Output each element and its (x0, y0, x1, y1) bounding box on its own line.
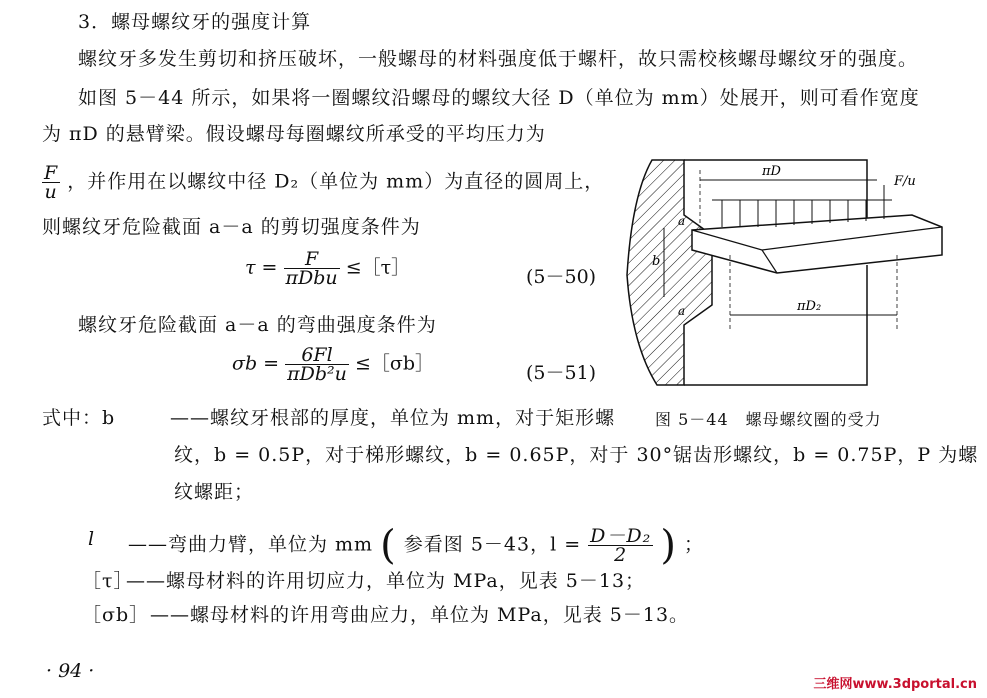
paragraph-4-text: ，并作用在以螺纹中径 D₂（单位为 mm）为直径的圆周上， (67, 170, 605, 193)
where-b-line-3: 纹螺距； (174, 481, 255, 503)
where-label: 式中：b (42, 407, 116, 429)
where-b-line-1: ——螺纹牙根部的厚度，单位为 mm，对于矩形螺 (170, 407, 616, 429)
nut-thread-load-figure (612, 155, 952, 405)
equation-5-51 (232, 346, 434, 383)
where-l-end: ； (683, 533, 704, 556)
left-paren: ( (380, 522, 397, 569)
paragraph-3: 为 πD 的悬臂梁。假设螺母每圈螺纹所承受的平均压力为 (42, 123, 546, 145)
equation-number-5-50: (5－50) (526, 266, 597, 288)
force-per-turn-fraction (42, 164, 60, 201)
where-sigma-symbol: ［σb］ (82, 604, 150, 626)
equation-numerator: F (284, 250, 340, 269)
label-b: b (652, 254, 661, 269)
paragraph-1: 螺纹牙多发生剪切和挤压破坏，一般螺母的材料强度低于螺杆，故只需校核螺母螺纹牙的强度。 (78, 48, 919, 70)
fraction-denominator: u (44, 181, 58, 203)
thread-tooth (692, 215, 942, 273)
equation-denominator: πDb²u (287, 363, 347, 385)
paragraph-4 (42, 164, 604, 201)
label-Fu: F/u (894, 174, 916, 189)
where-l-line (128, 522, 704, 569)
equation-lhs: σb = (232, 352, 280, 375)
moment-arm-denominator: 2 (614, 544, 628, 566)
label-a-top: a (678, 214, 686, 228)
paragraph-5: 则螺纹牙危险截面 a－a 的剪切强度条件为 (42, 216, 421, 238)
where-tau-line: ——螺母材料的许用切应力，单位为 MPa，见表 5－13； (126, 570, 646, 592)
watermark: 三维网www.3dportal.cn (813, 677, 977, 692)
where-l-ref: 参看图 5－43，l = (403, 533, 582, 556)
equation-fraction (285, 346, 349, 383)
where-tau-symbol: ［τ］ (82, 570, 134, 592)
right-paren: ) (660, 522, 677, 569)
equation-fraction (284, 250, 340, 287)
label-piD2: πD₂ (797, 299, 822, 314)
where-l-text: ——弯曲力臂，单位为 mm (128, 533, 374, 556)
page-number: · 94 · (46, 660, 95, 682)
equation-numerator: 6Fl (285, 346, 349, 365)
figure-caption: 图 5－44 螺母螺纹圈的受力 (655, 410, 882, 429)
paragraph-2: 如图 5－44 所示，如果将一圈螺纹沿螺母的螺纹大径 D（单位为 mm）处展开，则可看作宽度 (78, 87, 920, 109)
equation-rhs: ≤［τ］ (345, 256, 411, 279)
fraction-numerator: F (44, 162, 59, 184)
section-heading: 3．螺母螺纹牙的强度计算 (78, 11, 312, 33)
moment-arm-numerator: D－D₂ (590, 525, 652, 547)
nut-section-hatch (627, 160, 712, 385)
moment-arm-fraction (588, 527, 653, 564)
paragraph-6: 螺纹牙危险截面 a－a 的弯曲强度条件为 (78, 314, 437, 336)
where-sigma-line: ——螺母材料的许用弯曲应力，单位为 MPa，见表 5－13。 (150, 604, 690, 626)
equation-denominator: πDbu (285, 267, 338, 289)
equation-number-5-51: (5－51) (526, 362, 597, 384)
label-a-bottom: a (678, 304, 686, 318)
where-b-line-2: 纹，b = 0.5P，对于梯形螺纹，b = 0.65P，对于 30°锯齿形螺纹，b = 0.75P，P 为螺 (174, 444, 979, 466)
equation-lhs: τ = (245, 256, 278, 279)
label-piD: πD (762, 164, 781, 179)
equation-5-50 (245, 250, 410, 287)
where-l-symbol: l (88, 528, 96, 550)
equation-rhs: ≤［σb］ (354, 352, 434, 375)
